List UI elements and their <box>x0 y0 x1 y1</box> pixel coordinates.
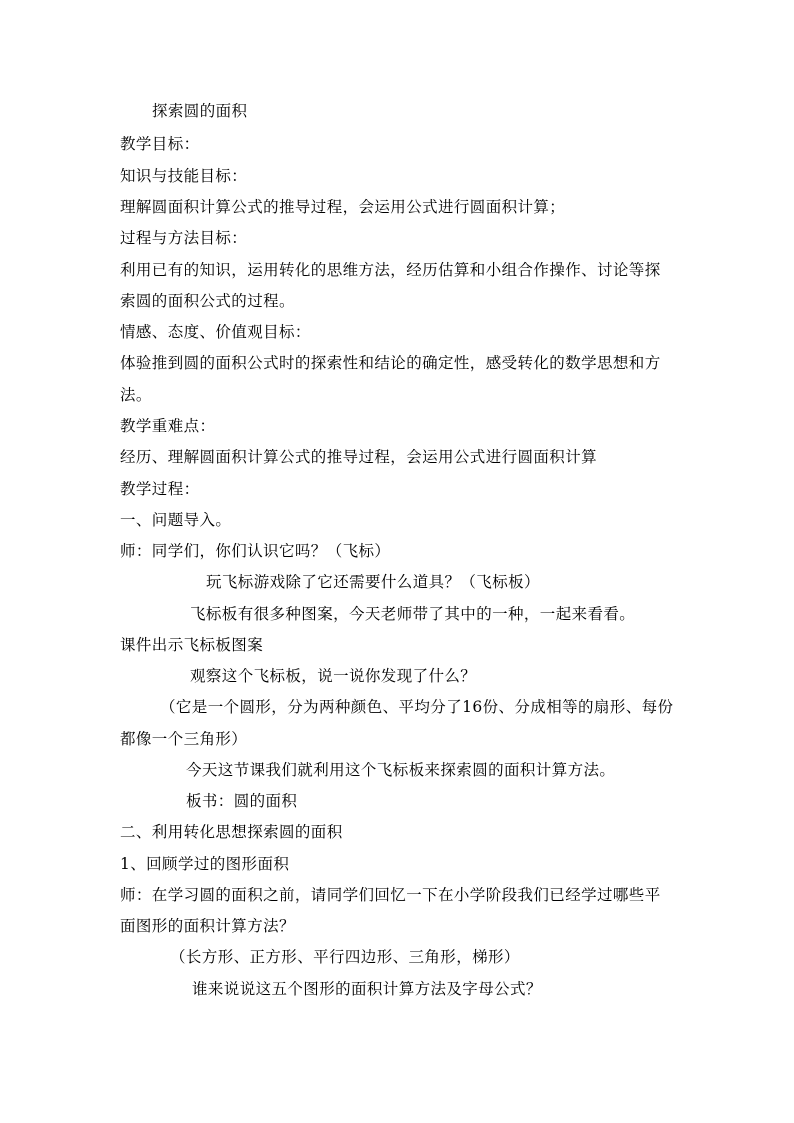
text-line: 板书：圆的面积 <box>186 792 298 810</box>
text-line: 观察这个飞标板，说一说你发现了什么？ <box>190 667 477 685</box>
text-line: 知识与技能目标： <box>120 167 248 185</box>
text-line: 师：在学习圆的面积之前，请同学们回忆一下在小学阶段我们已经学过哪些平 <box>120 886 661 904</box>
document-title: 探索圆的面积 <box>152 102 248 120</box>
text-line: 过程与方法目标： <box>120 229 248 247</box>
text-line: 谁来说说这五个图形的面积计算方法及字母公式？ <box>192 980 542 998</box>
text-line: 体验推到圆的面积公式时的探索性和结论的确定性，感受转化的数学思想和方 <box>120 354 661 372</box>
text-line: 利用已有的知识，运用转化的思维方法，经历估算和小组合作操作、讨论等探 <box>120 261 661 279</box>
text-line: 师：同学们，你们认识它吗？（飞标） <box>120 542 391 560</box>
text-line: 理解圆面积计算公式的推导过程，会运用公式进行圆面积计算； <box>120 198 566 216</box>
text-line: 今天这节课我们就利用这个飞标板来探索圆的面积计算方法。 <box>186 761 616 779</box>
text-line: 二、利用转化思想探索圆的面积 <box>120 823 343 841</box>
text-line: 情感、态度、价值观目标： <box>120 323 311 341</box>
text-line: 面图形的面积计算方法？ <box>120 917 295 935</box>
text-line: 一、问题导入。 <box>120 511 232 529</box>
text-line: 索圆的面积公式的过程。 <box>120 292 295 310</box>
text-line: （它是一个圆形，分为两种颜色、平均分了16份、分成相等的扇形、每份 <box>160 698 674 716</box>
text-line: 课件出示飞标板图案 <box>120 636 264 654</box>
text-line: （长方形、正方形、平行四边形、三角形，梯形） <box>170 948 520 966</box>
text-line: 都像一个三角形） <box>120 730 248 748</box>
text-line: 教学重难点： <box>120 417 216 435</box>
text-line: 1、回顾学过的图形面积 <box>120 855 290 873</box>
text-line: 玩飞标游戏除了它还需要什么道具？（飞标板） <box>206 573 540 591</box>
text-line: 经历、理解圆面积计算公式的推导过程，会运用公式进行圆面积计算 <box>120 448 598 466</box>
text-line: 法。 <box>120 386 152 404</box>
text-line: 教学过程： <box>120 480 200 498</box>
text-line: 教学目标： <box>120 135 200 153</box>
text-line: 飞标板有很多种图案，今天老师带了其中的一种，一起来看看。 <box>190 605 636 623</box>
